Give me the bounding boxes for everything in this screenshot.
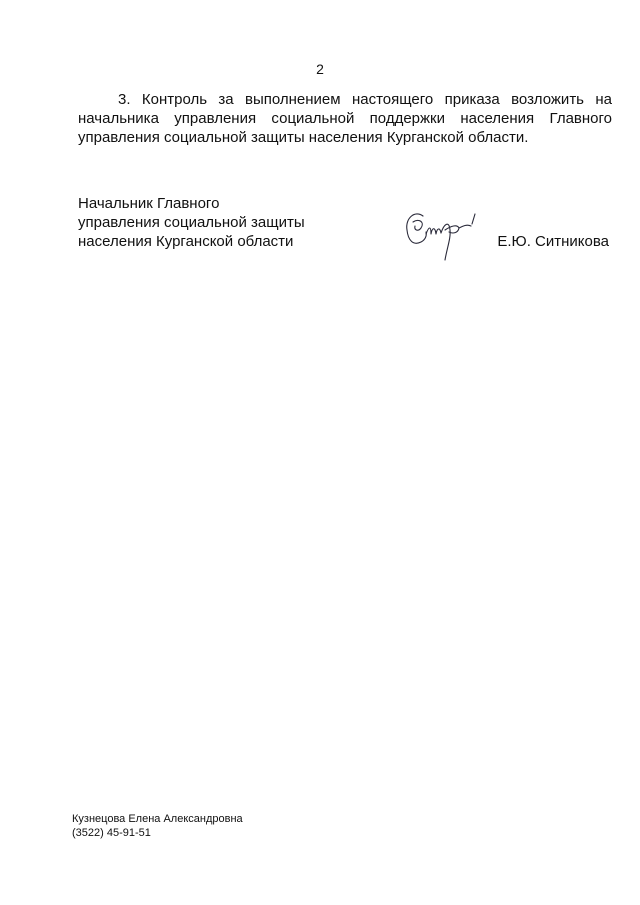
signer-position-line-2: управления социальной защиты bbox=[78, 214, 305, 231]
handwritten-signature bbox=[401, 200, 491, 270]
signature-block bbox=[78, 194, 612, 274]
executor-name: Кузнецова Елена Александровна bbox=[72, 813, 243, 825]
signer-position-line-3: населения Курганской области bbox=[78, 233, 294, 250]
signer-position bbox=[78, 194, 305, 251]
signer-name: Е.Ю. Ситникова bbox=[497, 233, 609, 250]
signer-position-line-1: Начальник Главного bbox=[78, 195, 220, 212]
executor-phone: (3522) 45-91-51 bbox=[72, 827, 151, 839]
executor-contact bbox=[72, 812, 243, 840]
order-paragraph-3: 3. Контроль за выполнением настоящего приказа возложить на начальника управления социальной поддержки населения Главного управления социальной защиты населения Курганской области. bbox=[78, 91, 612, 146]
page-number: 2 bbox=[316, 61, 324, 77]
